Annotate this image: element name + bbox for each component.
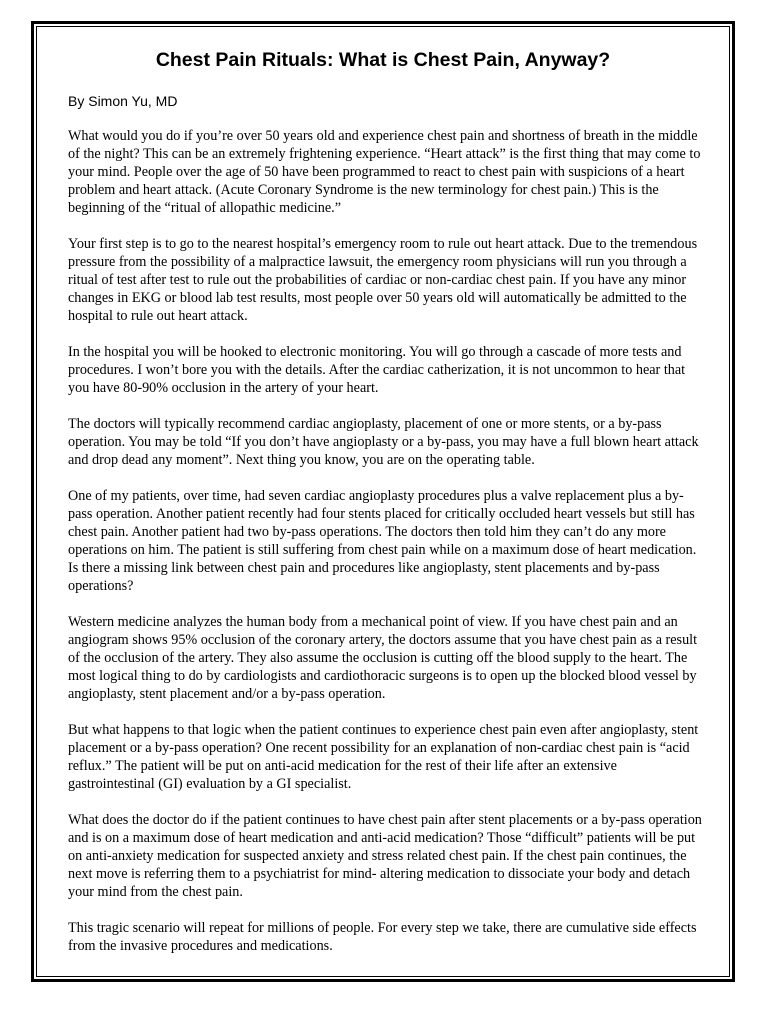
paragraph-6: Western medicine analyzes the human body from a mechanical point of view. If you have chest pain and an angiogram shows 95% occlusion of the coronary artery, the doctors assume that you have chest pain as a result of the occlusion of the artery. They also assume the occlusion is cutting off the blood supply to the heart. The most logical thing to do by cardiologists and cardiothoracic surgeons is to open up the blocked blood vessel by angioplasty, stent placement and/or a by-pass operation. [68, 614, 698, 702]
article-title: Chest Pain Rituals: What is Chest Pain, Anyway? [155, 49, 611, 71]
article [68, 48, 704, 973]
paragraph-9: This tragic scenario will repeat for millions of people. For every step we take, there are cumulative side effects from the invasive procedures and medications. [68, 920, 697, 954]
article-byline: By Simon Yu, MD [68, 93, 178, 109]
paragraph-3: In the hospital you will be hooked to electronic monitoring. You will go through a cascade of more tests and procedures. I won’t bore you with the details. After the cardiac catherization, it is not uncommon to hear that you have 80-90% occlusion in the artery of your heart. [68, 344, 686, 396]
paragraph-1: What would you do if you’re over 50 years old and experience chest pain and shortness of breath in the middle of the night? This can be an extremely frightening experience. “Heart attack” is the first thing that may come to your mind. People over the age of 50 have been programmed to react to chest pain with suspicions of a heart problem and heart attack. (Acute Coronary Syndrome is the new terminology for chest pain.) This is the beginning of the “ritual of allopathic medicine.” [68, 128, 701, 216]
paragraph-2: Your first step is to go to the nearest hospital’s emergency room to rule out heart attack. Due to the tremendous pressure from the possibility of a malpractice lawsuit, the emergency room physicians will run you through a ritual of test after test to rule out the probabilities of cardiac or non-cardiac chest pain. If you have any minor changes in EKG or blood lab test results, most people over 50 years old will automatically be admitted to the hospital to rule out heart attack. [68, 236, 698, 324]
paragraph-4: The doctors will typically recommend cardiac angioplasty, placement of one or more stents, or a by-pass operation. You may be told “If you don’t have angioplasty or a by-pass, you may have a full blown heart attack and drop dead any moment”. Next thing you know, you are on the operating table. [68, 416, 699, 468]
paragraph-8: What does the doctor do if the patient continues to have chest pain after stent placements or a by-pass operation and is on a maximum dose of heart medication and anti-acid medication? Those “difficult” patients will be put on anti-anxiety medication for suspected anxiety and stress related chest pain. If the chest pain continues, the next move is referring them to a psychiatrist for mind- altering medication to dissociate your body and detach your mind from the chest pain. [68, 812, 702, 900]
paragraph-5: One of my patients, over time, had seven cardiac angioplasty procedures plus a valve replacement plus a by-pass operation. Another patient recently had four stents placed for critically occluded heart vessels but still has chest pain. Another patient had two by-pass operations. The doctors then told him they can’t do any more operations on him. The patient is still suffering from chest pain while on a maximum dose of heart medication. Is there a missing link between chest pain and procedures like angioplasty, stent placements and by-pass operations? [68, 488, 697, 594]
paragraph-7: But what happens to that logic when the patient continues to experience chest pain even after angioplasty, stent placement or a by-pass operation? One recent possibility for an explanation of non-cardiac chest pain is “acid reflux.” The patient will be put on anti-acid medication for the rest of their life after an extensive gastrointestinal (GI) evaluation by a GI specialist. [68, 722, 699, 792]
